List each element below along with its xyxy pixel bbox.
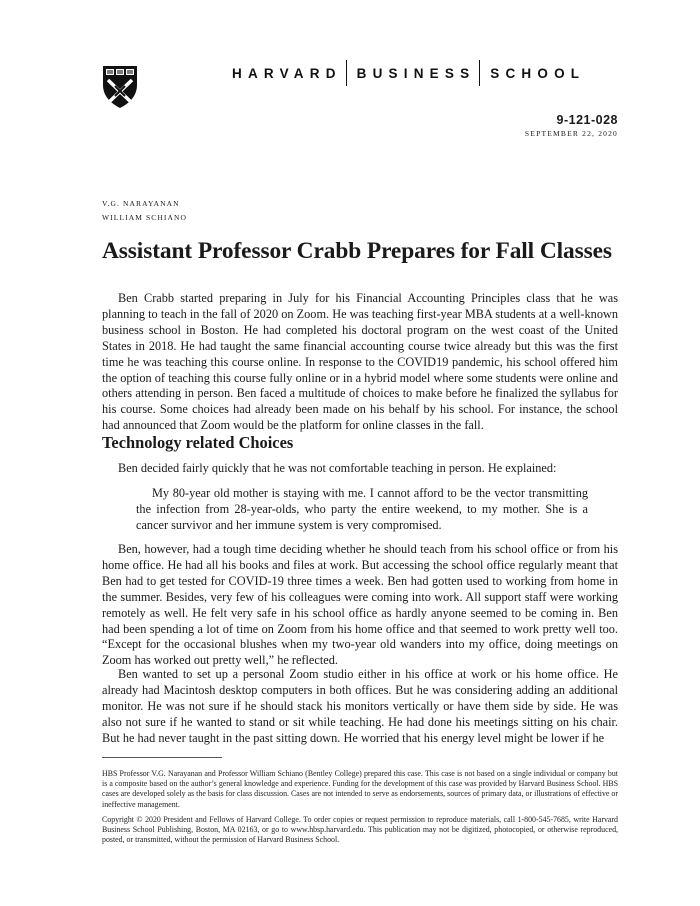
harvard-shield-icon [102, 65, 138, 109]
masthead-divider [346, 60, 347, 86]
masthead-word-business: BUSINESS [356, 65, 476, 81]
masthead-word-school: SCHOOL [490, 65, 586, 81]
masthead-divider [479, 60, 480, 86]
author-name: V.G. NARAYANAN [102, 199, 180, 208]
body-paragraph: Ben wanted to set up a personal Zoom studio either in his office at work or his home office. He already had Macintosh desktop computers in both offices. But he was considering adding an additional monitor. He was not sure if he should stack his monitors vertically or have them side by side. He was also not sure if he wanted to stand or sit while teaching. He had done his meetings sitting on his chair. But he had never taught in the past sitting down. He worried that his energy level might be lower if he [102, 667, 618, 745]
author-name: WILLIAM SCHIANO [102, 213, 188, 222]
section-heading: Technology related Choices [102, 433, 294, 452]
copyright-notice: Copyright © 2020 President and Fellows of Harvard College. To order copies or request permission to reproduce materials, call 1-800-545-7685, write Harvard Business School Publishing, Boston, MA 02163, or go to www.hbsp.harvard.edu. This publication may not be digitized, photocopied, or otherwise reproduced, posted, or transmitted, without the permission of Harvard Business School. [102, 815, 618, 845]
footnote-divider [102, 757, 222, 758]
body-paragraph: Ben, however, had a tough time deciding whether he should teach from his school office or from his home office. He had all his books and files at work. But accessing the school office regularly meant that Ben had to get tested for COVID-19 three times a week. Ben had gotten used to working from home in the summer. Besides, very few of his colleagues were coming into work. All support staff were working remotely as well. He felt very safe in his school office as hardly anyone seemed to be coming in. Ben had been spending a lot of time on Zoom from his home office and that seemed to work pretty well too. “Except for the occasional blushes when my two-year old wanders into my office, doing meetings on Zoom has worked out pretty well,” he reflected. [102, 542, 618, 668]
masthead-word-harvard: HARVARD [232, 65, 342, 81]
body-paragraph: Ben Crabb started preparing in July for his Financial Accounting Principles class that he was planning to teach in the fall of 2020 on Zoom. He was teaching first-year MBA students at a well-known business school in Boston. He had completed his doctoral program on the west coast of the United States in 2018. He had taught the same financial accounting course twice already but this was the first time he was teaching this course online. In response to the COVID19 pandemic, his school offered him the option of teaching this course fully online or in a hybrid model where some students were online and others attending in person. Ben faced a multitude of choices to make before he finalized the syllabus for his course. Some choices had already been made on his behalf by his school. For instance, the school had announced that Zoom would be the platform for online classes in the fall. [102, 291, 618, 433]
block-quote: My 80-year old mother is staying with me. I cannot afford to be the vector transmitting the infection from 28-year-olds, who party the entire weekend, to my mother. She is a cancer survivor and her immune system is very compromised. [136, 486, 588, 532]
case-disclaimer: HBS Professor V.G. Narayanan and Professor William Schiano (Bentley College) prepared this case. This case is not based on a single individual or company but is a composite based on the author’s general knowledge and experience. Funding for the development of this case was provided by Harvard Business School. HBS cases are developed solely as the basis for class discussion. Cases are not intended to serve as endorsements, sources of primary data, or illustrations of effective or ineffective management. [102, 769, 618, 809]
body-paragraph: Ben decided fairly quickly that he was not comfortable teaching in person. He explained: [118, 461, 557, 475]
case-date: SEPTEMBER 22, 2020 [524, 129, 618, 138]
document-title: Assistant Professor Crabb Prepares for Fall Classes [102, 238, 612, 264]
case-number: 9-121-028 [556, 113, 618, 127]
school-masthead [232, 62, 622, 84]
